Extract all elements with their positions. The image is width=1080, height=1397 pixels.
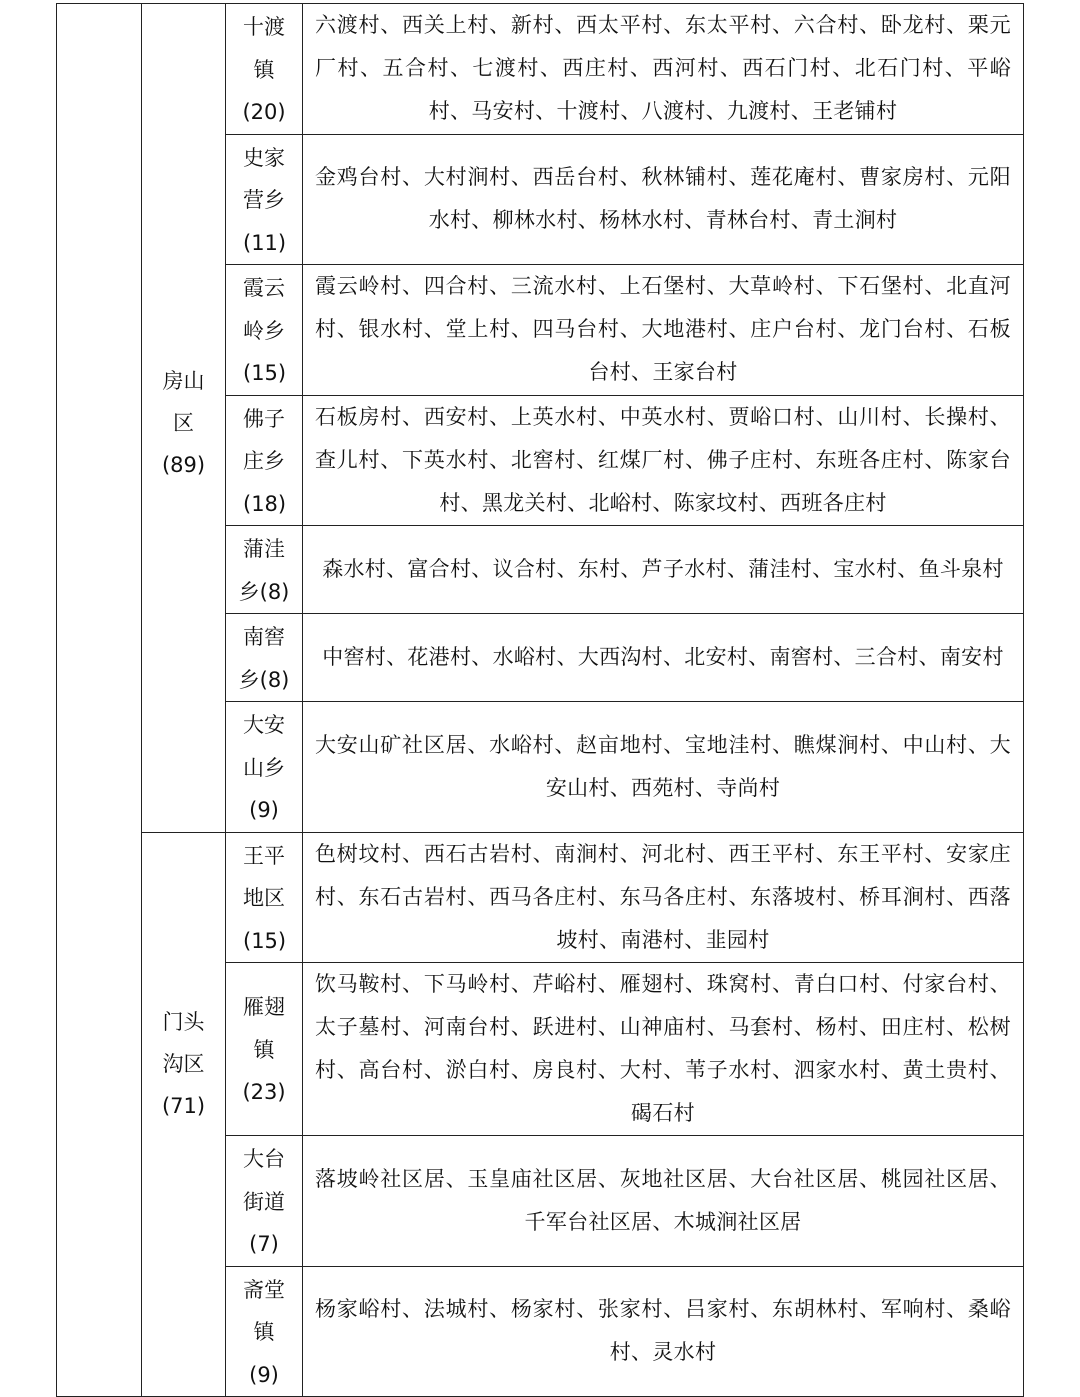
villages-cell: 杨家峪村、法城村、杨家村、张家村、吕家村、东胡林村、军响村、桑峪村、灵水村 [303,1266,1024,1397]
town-cell [226,4,303,135]
town-name: 霞云岭乡(15) [243,276,287,385]
town-name: 十渡镇(20) [242,15,286,124]
blank-column [57,4,142,1397]
district-name: 门头沟区(71) [161,1010,206,1119]
villages-cell: 森水村、富合村、议合村、东村、芦子水村、蒲洼村、宝水村、鱼斗泉村 [303,526,1024,614]
town-cell [226,526,303,614]
town-cell [226,1136,303,1267]
district-name: 房山区(89) [161,368,206,477]
table-row [57,832,1024,963]
town-name: 南窖乡(8) [238,625,290,692]
town-name: 大安山乡(9) [243,713,285,822]
table-row [57,4,1024,135]
villages-cell: 大安山矿社区居、水峪村、赵亩地村、宝地洼村、瞧煤涧村、中山村、大安山村、西苑村、寺尚村 [303,702,1024,833]
town-name: 蒲洼乡(8) [238,537,290,604]
town-cell [226,963,303,1136]
villages-cell: 饮马鞍村、下马岭村、芹峪村、雁翅村、珠窝村、青白口村、付家台村、太子墓村、河南台村、跃进村、山神庙村、马套村、杨村、田庄村、松树村、高台村、淤白村、房良村、大村、苇子水村、泗家水村、黄土贵村、碣石村 [303,963,1024,1136]
villages-cell: 霞云岭村、四合村、三流水村、上石堡村、大草岭村、下石堡村、北直河村、银水村、堂上村、四马台村、大地港村、庄户台村、龙门台村、石板台村、王家台村 [303,265,1024,396]
villages-cell: 金鸡台村、大村涧村、西岳台村、秋林铺村、莲花庵村、曹家房村、元阳水村、柳林水村、杨林水村、青林台村、青土涧村 [303,134,1024,265]
town-cell [226,832,303,963]
town-name: 雁翅镇(23) [242,995,286,1105]
town-name: 大台街道(7) [243,1147,285,1256]
villages-cell: 色树坟村、西石古岩村、南涧村、河北村、西王平村、东王平村、安家庄村、东石古岩村、西马各庄村、东马各庄村、东落坡村、桥耳涧村、西落坡村、南港村、韭园村 [303,832,1024,963]
town-cell [226,702,303,833]
town-cell [226,1266,303,1397]
town-cell [226,265,303,396]
town-cell [226,395,303,526]
villages-cell: 六渡村、西关上村、新村、西太平村、东太平村、六合村、卧龙村、栗元厂村、五合村、七渡村、西庄村、西河村、西石门村、北石门村、平峪村、马安村、十渡村、八渡村、九渡村、王老铺村 [303,4,1024,135]
district-cell [142,832,226,1397]
town-name: 史家营乡(11) [243,145,287,255]
town-cell [226,134,303,265]
town-cell [226,614,303,702]
town-name: 斋堂镇(9) [243,1277,285,1387]
town-name: 佛子庄乡(18) [243,406,287,516]
town-name: 王平地区(15) [243,843,287,953]
village-table [56,3,1024,1397]
villages-cell: 石板房村、西安村、上英水村、中英水村、贾峪口村、山川村、长操村、查儿村、下英水村、北窖村、红煤厂村、佛子庄村、东班各庄村、陈家台村、黑龙关村、北峪村、陈家坟村、西班各庄村 [303,395,1024,526]
villages-cell: 落坡岭社区居、玉皇庙社区居、灰地社区居、大台社区居、桃园社区居、千军台社区居、木城涧社区居 [303,1136,1024,1267]
district-cell [142,4,226,833]
villages-cell: 中窖村、花港村、水峪村、大西沟村、北安村、南窖村、三合村、南安村 [303,614,1024,702]
